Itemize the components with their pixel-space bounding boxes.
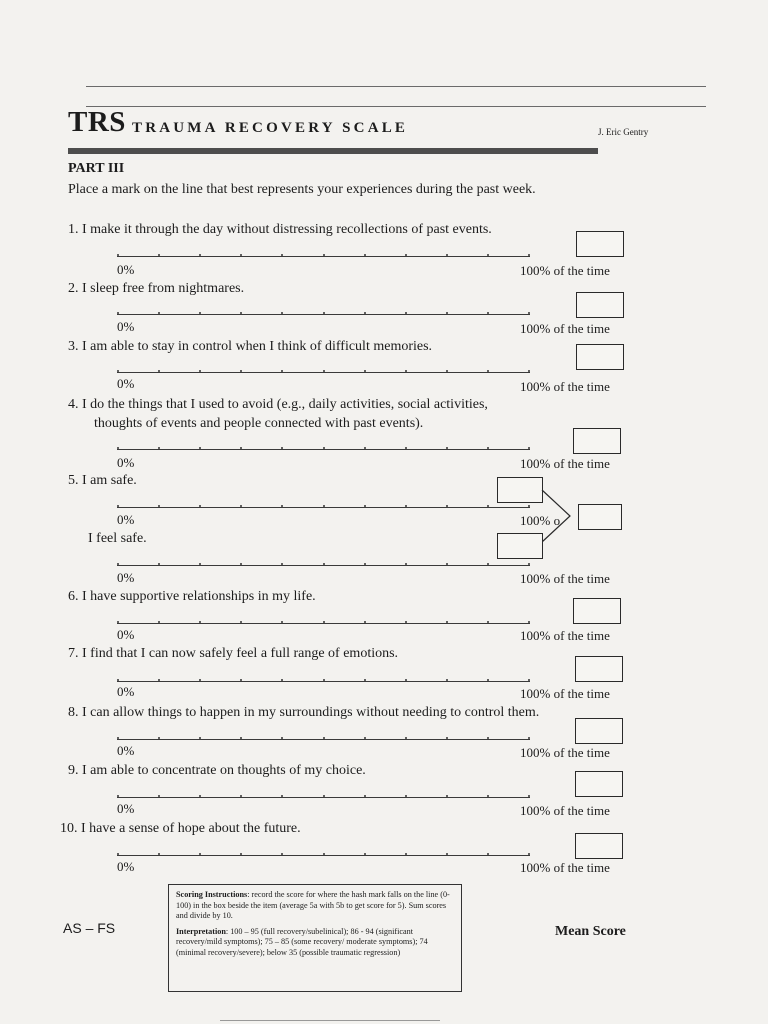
item-7-high-label: 100% of the time (520, 686, 610, 701)
scale-tick (240, 505, 242, 507)
item-6-score-box[interactable] (573, 598, 621, 624)
item-7-low-label: 0% (117, 684, 135, 699)
scale-tick (323, 370, 325, 372)
item-6-high-label: 100% of the time (520, 628, 610, 643)
scale-tick (117, 370, 119, 372)
item-5a-low-label: 0% (117, 512, 135, 527)
scale-tick (323, 853, 325, 855)
scoring-body: : record the score for where the hash mark falls on the line (0-100) in the box beside the item (average 5a with 5b to get score for 5). Sum scores and divide by 10. (176, 890, 450, 921)
scale-tick (281, 254, 283, 256)
scoring-instructions-box (168, 884, 462, 992)
item-7-score-box[interactable] (575, 656, 623, 682)
scale-tick (446, 621, 448, 623)
scale-tick (405, 795, 407, 797)
part-heading: PART III (68, 161, 125, 176)
scale-tick (405, 447, 407, 449)
item-4-scale[interactable] (117, 439, 530, 451)
scale-tick (199, 370, 201, 372)
scale-tick (528, 563, 530, 565)
title-trs: TRS (68, 106, 126, 138)
scale-tick (364, 679, 366, 681)
scale-tick (240, 679, 242, 681)
interpretation (176, 927, 454, 959)
scale-tick (158, 254, 160, 256)
scale-tick (281, 505, 283, 507)
scale-tick (323, 254, 325, 256)
scale-tick (487, 737, 489, 739)
scale-tick (528, 254, 530, 256)
item-1-score-box[interactable] (576, 231, 624, 257)
scale-tick (405, 679, 407, 681)
item-8-score-box[interactable] (575, 718, 623, 744)
scale-tick (240, 621, 242, 623)
scale-tick (405, 254, 407, 256)
scale-tick (199, 447, 201, 449)
item-1-scale[interactable] (117, 246, 530, 258)
scale-tick (364, 853, 366, 855)
interpretation-heading: Interpretation (176, 926, 226, 936)
scale-tick (240, 853, 242, 855)
item-4-score-box[interactable] (573, 428, 621, 454)
scale-tick (487, 254, 489, 256)
scale-tick (364, 621, 366, 623)
item-5b-high-label: 100% of the time (520, 571, 610, 586)
scale-tick (281, 563, 283, 565)
scale-tick (117, 505, 119, 507)
scale-tick (323, 447, 325, 449)
scale-tick (117, 312, 119, 314)
scale-tick (117, 853, 119, 855)
scale-tick (446, 254, 448, 256)
item-2-scale[interactable] (117, 304, 530, 316)
scale-tick (281, 737, 283, 739)
item-4-text: 4. I do the things that I used to avoid (e.g., daily activities, social activities, (68, 397, 488, 412)
scale-tick (199, 563, 201, 565)
scale-tick (117, 621, 119, 623)
scale-tick (323, 679, 325, 681)
form-code: AS – FS (63, 920, 116, 936)
scale-tick (364, 254, 366, 256)
scale-tick (528, 505, 530, 507)
item-6-scale[interactable] (117, 613, 530, 625)
scale-tick (158, 679, 160, 681)
scale-tick (446, 447, 448, 449)
scale-tick (323, 737, 325, 739)
item-3-text: 3. I am able to stay in control when I think of difficult memories. (68, 339, 433, 354)
scale-tick (323, 505, 325, 507)
scale-tick (240, 370, 242, 372)
scale-tick (240, 563, 242, 565)
item-2-low-label: 0% (117, 319, 135, 334)
scale-tick (281, 370, 283, 372)
scale-tick (487, 312, 489, 314)
scale-tick (117, 795, 119, 797)
item-9-high-label: 100% of the time (520, 803, 610, 818)
scale-tick (446, 505, 448, 507)
scale-tick (528, 370, 530, 372)
scale-tick (487, 795, 489, 797)
scale-tick (158, 795, 160, 797)
scale-tick (117, 563, 119, 565)
scale-tick (199, 795, 201, 797)
scale-tick (158, 312, 160, 314)
scale-tick (323, 563, 325, 565)
item-1-low-label: 0% (117, 262, 135, 277)
scale-tick (405, 505, 407, 507)
item-5b-text: I feel safe. (88, 531, 147, 546)
mean-score-label: Mean Score (555, 924, 626, 939)
item-3-low-label: 0% (117, 376, 135, 391)
scale-tick (281, 679, 283, 681)
item-3-score-box[interactable] (576, 344, 624, 370)
scale-tick (158, 370, 160, 372)
scale-tick (199, 679, 201, 681)
scale-tick (405, 621, 407, 623)
scale-tick (528, 737, 530, 739)
scale-tick (487, 679, 489, 681)
item-10-scale[interactable] (117, 845, 530, 857)
scale-tick (281, 795, 283, 797)
scale-tick (364, 795, 366, 797)
scale-tick (528, 795, 530, 797)
item-7-scale[interactable] (117, 671, 530, 683)
item-10-high-label: 100% of the time (520, 860, 610, 875)
item-5a-scale[interactable] (117, 497, 530, 509)
scale-tick (240, 795, 242, 797)
item-10-text: 10. I have a sense of hope about the future. (60, 821, 301, 836)
scale-tick (323, 312, 325, 314)
item-9-scale[interactable] (117, 787, 530, 799)
scale-tick (487, 621, 489, 623)
scale-tick (199, 621, 201, 623)
scale-tick (240, 737, 242, 739)
item-8-scale[interactable] (117, 729, 530, 741)
item-3-scale[interactable] (117, 362, 530, 374)
item-5b-low-label: 0% (117, 570, 135, 585)
scale-tick (240, 254, 242, 256)
interpretation-body: : 100 – 95 (full recovery/subelinical); 86 - 94 (significant recovery/mild symptoms); 75 – 85 (some recovery/ moderate symptoms); 74 (minimal recovery/severe); below 35 (possible traumatic regression) (176, 926, 428, 957)
scale-tick (199, 312, 201, 314)
scale-tick (528, 853, 530, 855)
scale-tick (487, 563, 489, 565)
item-5b-scale[interactable] (117, 555, 530, 567)
scale-tick (199, 254, 201, 256)
header-bar (68, 148, 598, 154)
scale-tick (158, 737, 160, 739)
scale-tick (487, 447, 489, 449)
author: J. Eric Gentry (598, 127, 649, 137)
scale-tick (405, 312, 407, 314)
scale-tick (487, 370, 489, 372)
item-5a-text: 5. I am safe. (68, 473, 137, 488)
scale-tick (446, 370, 448, 372)
scale-tick (487, 505, 489, 507)
scale-tick (446, 563, 448, 565)
item-7-text: 7. I find that I can now safely feel a full range of emotions. (68, 646, 399, 661)
scale-tick (158, 853, 160, 855)
title-subtitle: TRAUMA RECOVERY SCALE (132, 120, 409, 136)
scale-tick (405, 563, 407, 565)
item-6-low-label: 0% (117, 627, 135, 642)
item-9-score-box[interactable] (575, 771, 623, 797)
scale-tick (528, 679, 530, 681)
top-rule-1 (86, 86, 706, 87)
scale-tick (364, 505, 366, 507)
scale-tick (158, 447, 160, 449)
scale-tick (158, 563, 160, 565)
scoring-instructions (176, 890, 454, 922)
item-6-text: 6. I have supportive relationships in my life. (68, 589, 316, 604)
scale-tick (281, 312, 283, 314)
item-2-text: 2. I sleep free from nightmares. (68, 281, 245, 296)
scale-tick (446, 312, 448, 314)
scale-tick (446, 679, 448, 681)
scale-tick (364, 370, 366, 372)
item-4-high-label: 100% of the time (520, 456, 610, 471)
scale-tick (364, 737, 366, 739)
scale-tick (487, 853, 489, 855)
item-5-bracket (540, 482, 582, 552)
scale-tick (528, 621, 530, 623)
scale-tick (323, 621, 325, 623)
item-2-score-box[interactable] (576, 292, 624, 318)
item-2-high-label: 100% of the time (520, 321, 610, 336)
scale-tick (117, 254, 119, 256)
scale-tick (199, 505, 201, 507)
item-8-low-label: 0% (117, 743, 135, 758)
item-4-low-label: 0% (117, 455, 135, 470)
scale-tick (199, 737, 201, 739)
scale-tick (240, 312, 242, 314)
scale-tick (364, 563, 366, 565)
scale-tick (528, 312, 530, 314)
scale-tick (446, 795, 448, 797)
scale-tick (446, 853, 448, 855)
scale-tick (446, 737, 448, 739)
item-9-text: 9. I am able to concentrate on thoughts of my choice. (68, 763, 366, 778)
item-4-text-line2: thoughts of events and people connected with past events). (94, 416, 424, 431)
item-1-high-label: 100% of the time (520, 263, 610, 278)
scale-tick (405, 737, 407, 739)
item-1-text: 1. I make it through the day without distressing recollections of past events. (68, 222, 492, 237)
item-5a-score-box[interactable] (497, 477, 543, 503)
scale-tick (405, 370, 407, 372)
scale-tick (281, 621, 283, 623)
scale-tick (364, 312, 366, 314)
item-3-high-label: 100% of the time (520, 379, 610, 394)
item-8-high-label: 100% of the time (520, 745, 610, 760)
scale-tick (158, 621, 160, 623)
scale-tick (158, 505, 160, 507)
item-10-score-box[interactable] (575, 833, 623, 859)
scale-tick (240, 447, 242, 449)
item-8-text: 8. I can allow things to happen in my surroundings without needing to control them. (68, 705, 540, 720)
item-10-low-label: 0% (117, 859, 135, 874)
scale-tick (405, 853, 407, 855)
item-5a-high-label: 100% o (520, 513, 561, 528)
scoring-heading: Scoring Instructions (176, 890, 248, 899)
top-rule-2 (86, 106, 706, 107)
scale-tick (117, 737, 119, 739)
scale-tick (281, 447, 283, 449)
item-9-low-label: 0% (117, 801, 135, 816)
scale-tick (281, 853, 283, 855)
scale-tick (528, 447, 530, 449)
scale-tick (364, 447, 366, 449)
scale-tick (323, 795, 325, 797)
item-5-average-box[interactable] (578, 504, 622, 530)
bottom-rule (220, 1020, 440, 1021)
scale-tick (117, 447, 119, 449)
scale-tick (199, 853, 201, 855)
scale-tick (117, 679, 119, 681)
instructions: Place a mark on the line that best represents your experiences during the past week. (68, 182, 536, 197)
